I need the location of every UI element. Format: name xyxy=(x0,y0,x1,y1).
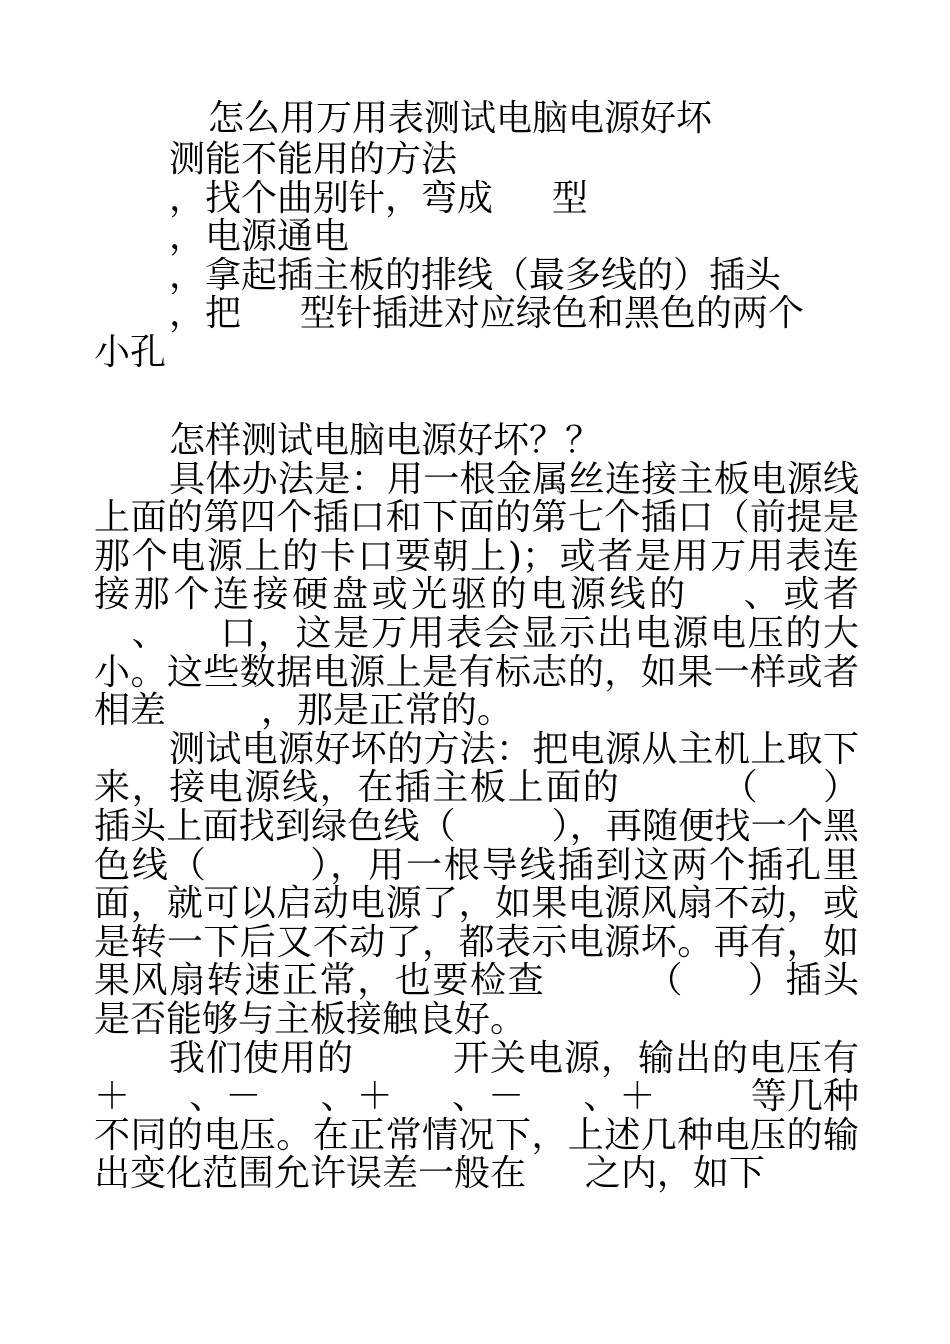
step-item-continuation: 小孔 xyxy=(94,331,167,373)
step-item: ，电源通电 xyxy=(169,216,350,258)
method-section xyxy=(94,141,894,373)
step-item: ，拿起插主板的排线（最多线的）插头 xyxy=(169,254,782,296)
document-title: 怎么用万用表测试电脑电源好坏 xyxy=(208,98,713,139)
section-heading: 测能不能用的方法 xyxy=(169,139,458,180)
step-item: ，把 型针插进对应绿色和黑色的两个 xyxy=(169,293,804,335)
section-question: 怎样测试电脑电源好坏？？ xyxy=(169,420,602,461)
body-paragraph: 我们使用的 开关电源，输出的电压有＋ 、－ 、＋ 、－ 、＋ 等几种不同的电压。在正常情况下，上述几种电压的输出变化范围允许误差一般在 之内，如下 xyxy=(94,1037,859,1195)
step-item: ，找个曲别针，弯成 型 xyxy=(169,177,588,219)
body-paragraph: 测试电源好坏的方法：把电源从主机上取下来，接电源线，在插主板上面的 （ ）插头上面找到绿色线（ ），再随便找一个黑色线（ ），用一根导线插到这两个插孔里面，就可以启动电源了，如果电源风扇不动，或是转一下后又不动了，都表示电源坏。再有，如果风扇转速正常，也要检查 （ ）插头是否能够与主板接触良好。 xyxy=(94,728,859,1040)
test-section xyxy=(94,422,859,1194)
body-paragraph: 具体办法是：用一根金属丝连接主板电源线上面的第四个插口和下面的第七个插口（前提是那个电源上的卡口要朝上)；或者是用万用表连接那个连接硬盘或光驱的电源线的 、或者 、 口，这是万用表会显示出电源电压的大小。这些数据电源上是有标志的，如果一样或者相差 ，那是正常的。 xyxy=(94,458,859,732)
